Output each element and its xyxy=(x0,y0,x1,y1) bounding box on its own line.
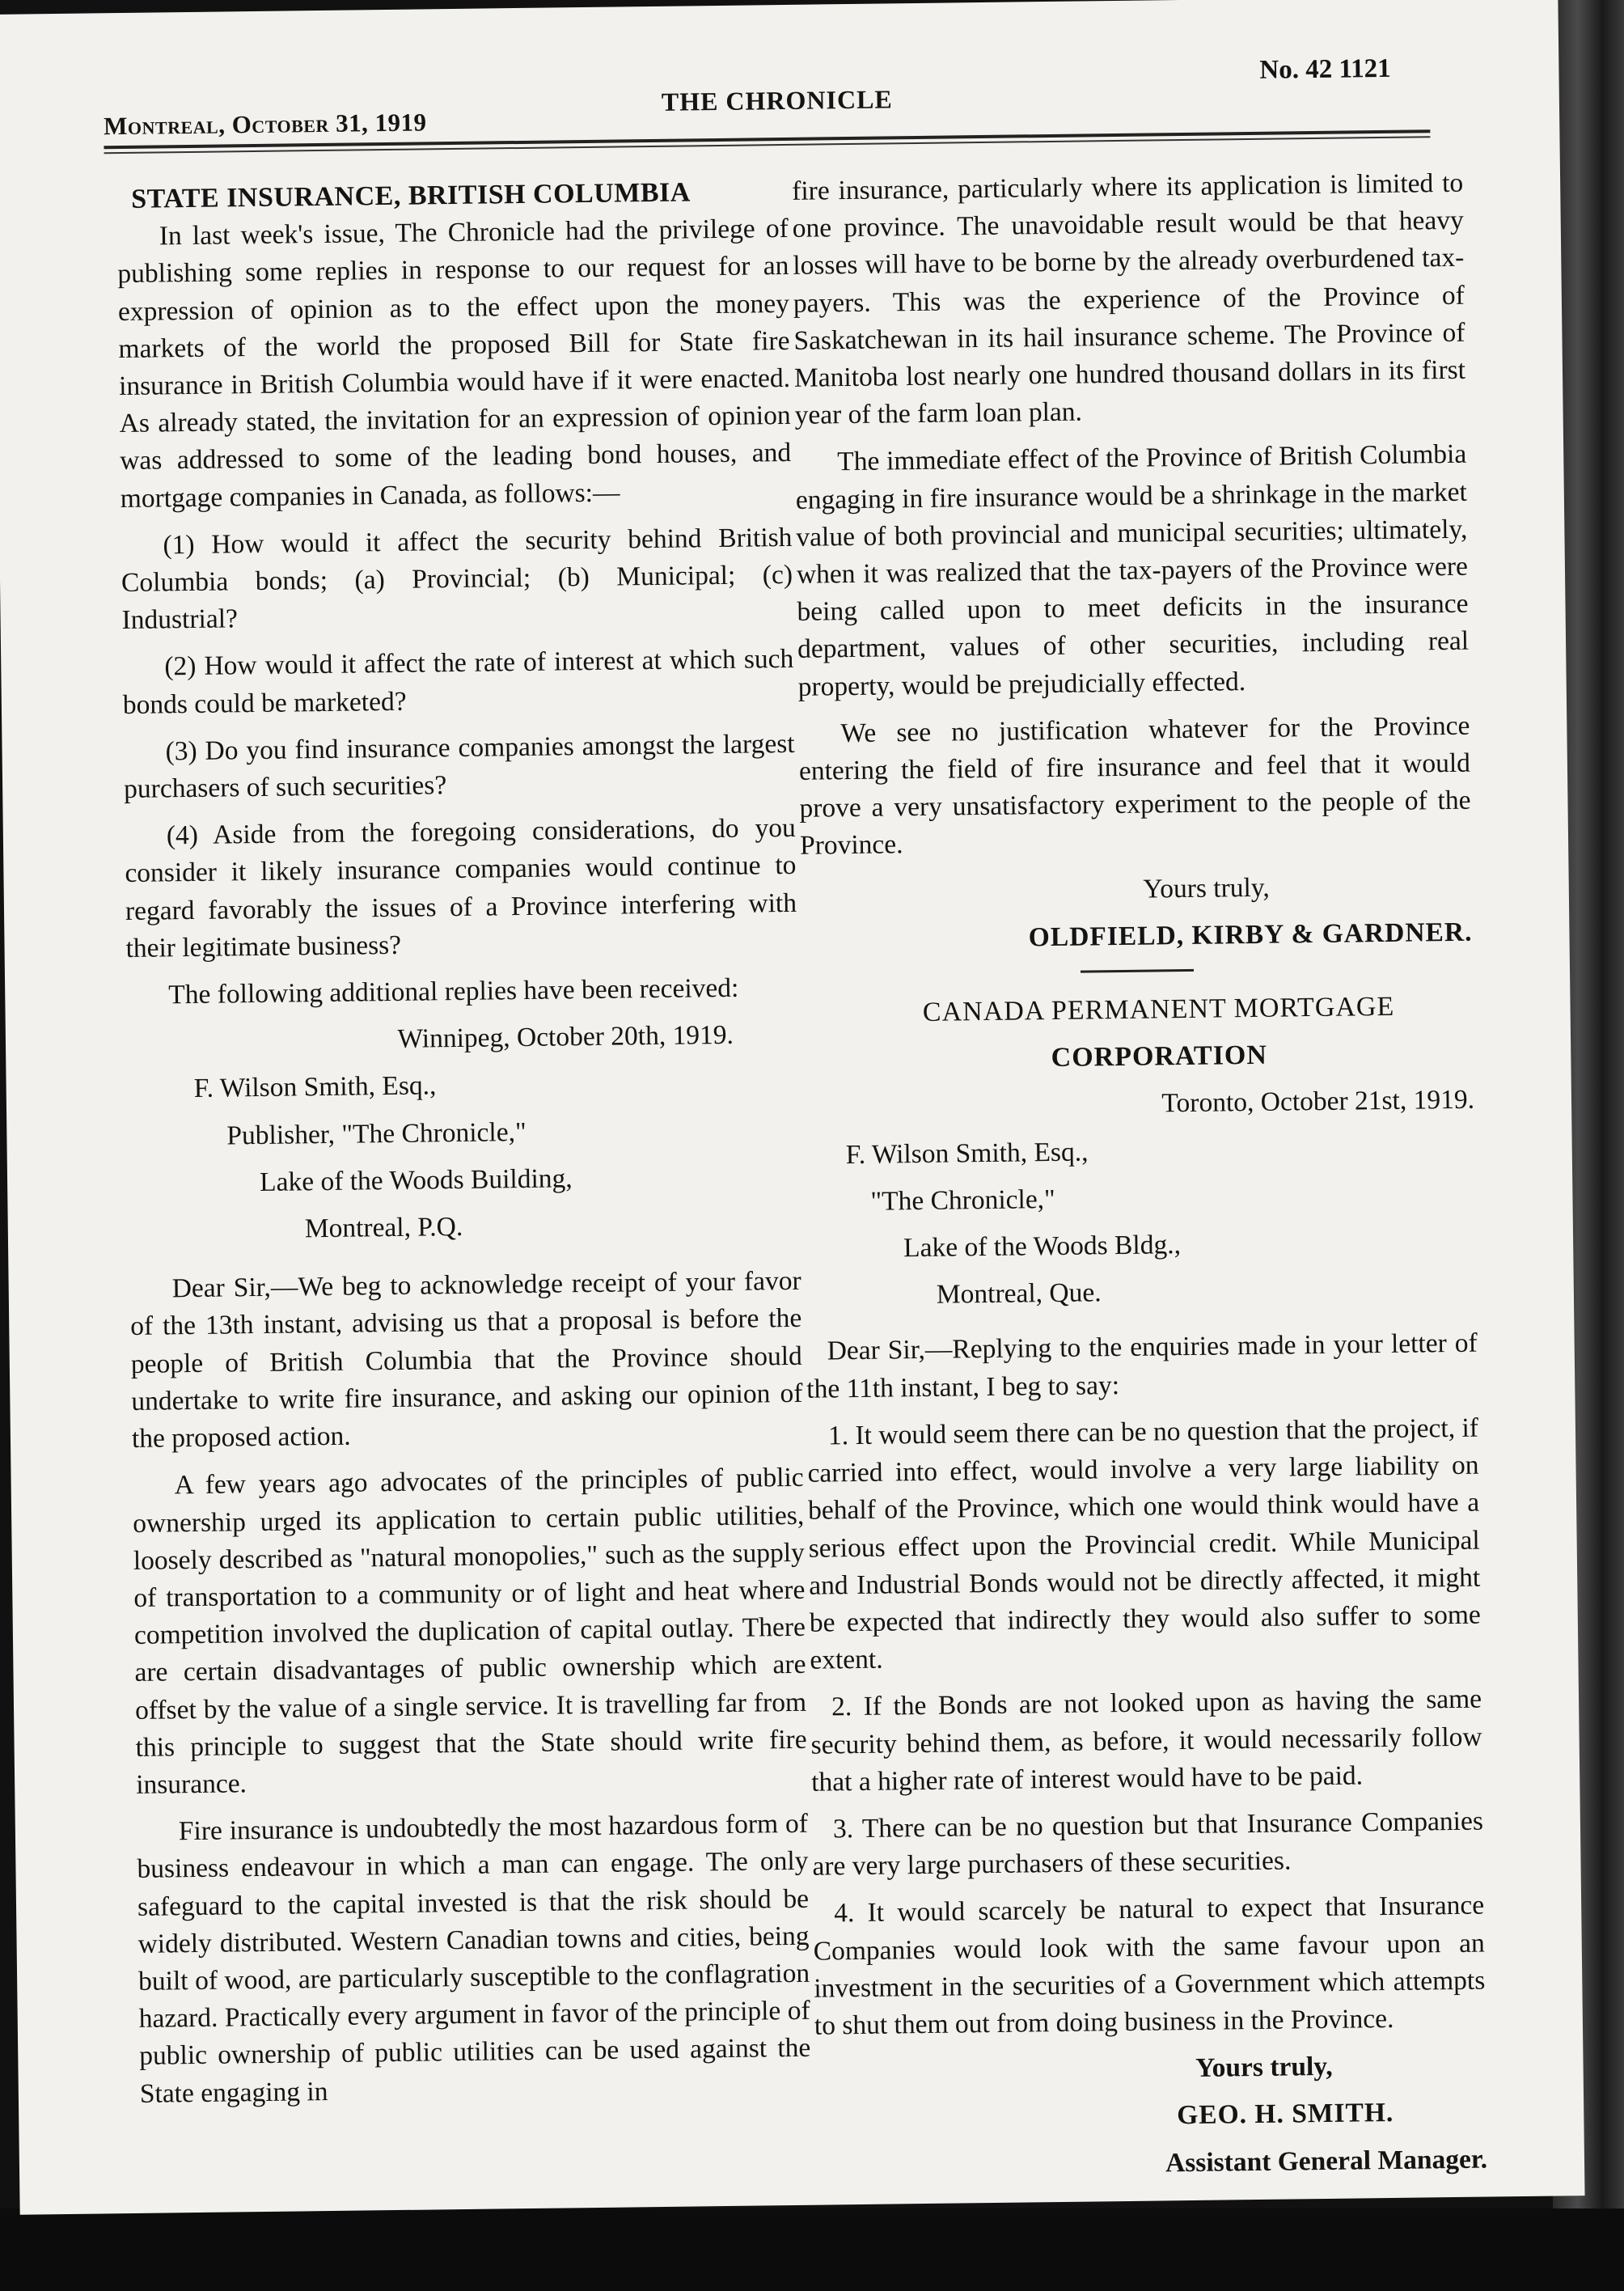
section-divider xyxy=(1081,969,1194,973)
second-address-line-4: Montreal, Que. xyxy=(936,1277,1102,1311)
address-line-4: Montreal, P.Q. xyxy=(304,1212,463,1244)
intro-paragraph: In last week's issue, The Chronicle had the privilege of publishing some replies in response to our request for an expression of opinion as to the effect upon the money markets of the world the proposed Bill for State fire insurance in British Columbia would have if it were enacted. As already stated, the invitation for an expression of opinion was addressed to some of the leading bond houses, and mortgage companies in Canada, as follows:— xyxy=(117,214,792,514)
right-paragraph-1: The immediate effect of the Province of British Columbia engaging in fire insurance would be a shrinkage in the market value of both provincial and municipal securities; ultimately, when it was realized that the tax-payers of the Province were being called upon to meet deficits in the insurance department, values of other securities, including real property, would be prejudicially effected. xyxy=(795,439,1470,702)
address-line-1: F. Wilson Smith, Esq., xyxy=(193,1070,437,1104)
address-line-2: Publisher, "The Chronicle," xyxy=(226,1116,527,1151)
right-column xyxy=(792,165,1487,2196)
letter-paragraph-2: A few years ago advocates of the principles of public ownership urged its application to certain public utilities, loosely described as "natural monopolies," such as the supply of transportation to a community or of light and heat where competition involved the duplication of capital outlay. There are certain disadvantages of public ownership which are offset by the value of a single service. It is travelling far from this principle to suggest that the State should write fire insurance. xyxy=(133,1463,807,1800)
second-letter-date: Toronto, October 21st, 1919. xyxy=(1161,1085,1475,1119)
continued-paragraph: fire insurance, particularly where its application is limited to one province. The unavoidable result would be that heavy losses will have to be borne by the already overburdened tax-payers. This was the experience of the Province of Saskatchewan in its hail insurance scheme. The Province of Manitoba lost nearly one hundred thousand dollars in its first year of the farm loan plan. xyxy=(791,167,1466,431)
second-signature-title: Assistant General Manager. xyxy=(1165,2144,1488,2178)
letter-paragraph-3: Fire insurance is undoubtedly the most hazardous form of business endeavour in which a man can engage. The only safeguard to the capital invested is that the risk should be widely distributed. Western Canadian towns and cities, being built of wood, are particularly susceptible to the conflagration hazard. Practically every argument in favor of the principle of public ownership of public utilities can be used against the State engaging in xyxy=(137,1808,811,2109)
article-heading: STATE INSURANCE, BRITISH COLUMBIA xyxy=(131,177,691,214)
second-address-line-3: Lake of the Woods Bldg., xyxy=(903,1230,1182,1264)
letter-paragraph-1: Dear Sir,—We beg to acknowledge receipt of your favor of the 13th instant, advising us that a proposal is before the people of British Columbia that the Province should undertake to write fire insurance, and asking our opinion of the proposed action. xyxy=(130,1266,803,1455)
letter-signature: OLDFIELD, KIRBY & GARDNER. xyxy=(1028,917,1473,953)
answers-list xyxy=(806,1325,1486,2045)
second-address-line-1: F. Wilson Smith, Esq., xyxy=(845,1137,1089,1170)
scan-bottom-edge xyxy=(0,2208,1624,2291)
answer-4: 4. It would scarcely be natural to expect that Insurance Companies would look with the same favour upon an investment in the securities of a Government which attempts to shut them out from doing business in the Province. xyxy=(813,1890,1486,2041)
right-paragraph-2: We see no justification whatever for the Province entering the field of fire insurance and feel that it would prove a very unsatisfactory experiment to the people of the Province. xyxy=(798,710,1471,862)
letter-date: Winnipeg, October 20th, 1919. xyxy=(397,1020,734,1055)
header-publication-title: THE CHRONICLE xyxy=(661,84,893,116)
question-2: (2) How would it affect the rate of interest at which such bonds could be marketed? xyxy=(122,644,794,720)
second-address-line-2: "The Chronicle," xyxy=(870,1184,1055,1217)
header-dateline: Montreal, October 31, 1919 xyxy=(103,108,427,141)
letter-closing: Yours truly, xyxy=(1143,872,1270,904)
answer-2: 2. If the Bonds are not looked upon as having the same security behind them, as before, it would necessarily follow that a higher rate of interest would have to be paid. xyxy=(810,1683,1482,1798)
question-4: (4) Aside from the foregoing considerations, do you consider it likely insurance companies would continue to regard favorably the issues of a Province interfering with their legitimate business? xyxy=(125,813,797,963)
salutation: Dear Sir,—Replying to the enquiries made in your letter of the 11th instant, I beg to say: xyxy=(806,1328,1478,1404)
second-closing: Yours truly, xyxy=(1195,2052,1333,2084)
question-1: (1) How would it affect the security behind British Columbia bonds; (a) Provincial; (b) Municipal; (c) Industrial? xyxy=(121,522,793,636)
page-header xyxy=(95,45,1438,150)
header-issue-number: No. 42 1121 xyxy=(1259,53,1391,85)
answer-1: 1. It would seem there can be no question that the project, if carried into effect, would involve a very large liability on behalf of the Province, which one would think would have a serious effect upon the Provincial credit. While Municipal and Industrial Bonds would not be directly affected, it might be expected that indirectly they would also suffer to some extent. xyxy=(807,1412,1481,1675)
left-column xyxy=(116,173,811,2123)
question-3: (3) Do you find insurance companies amongst the largest purchasers of such securities? xyxy=(123,728,795,805)
additional-replies-text: The following additional replies have been received: xyxy=(168,972,739,1010)
corporation-name-line-2: CORPORATION xyxy=(1051,1040,1268,1074)
address-line-3: Lake of the Woods Building, xyxy=(259,1163,573,1197)
second-signature-name: GEO. H. SMITH. xyxy=(1176,2098,1394,2131)
corporation-name-line-1: CANADA PERMANENT MORTGAGE xyxy=(922,991,1395,1028)
answer-3: 3. There can be no question but that Insurance Companies are very large purchasers of these securities. xyxy=(812,1806,1484,1882)
